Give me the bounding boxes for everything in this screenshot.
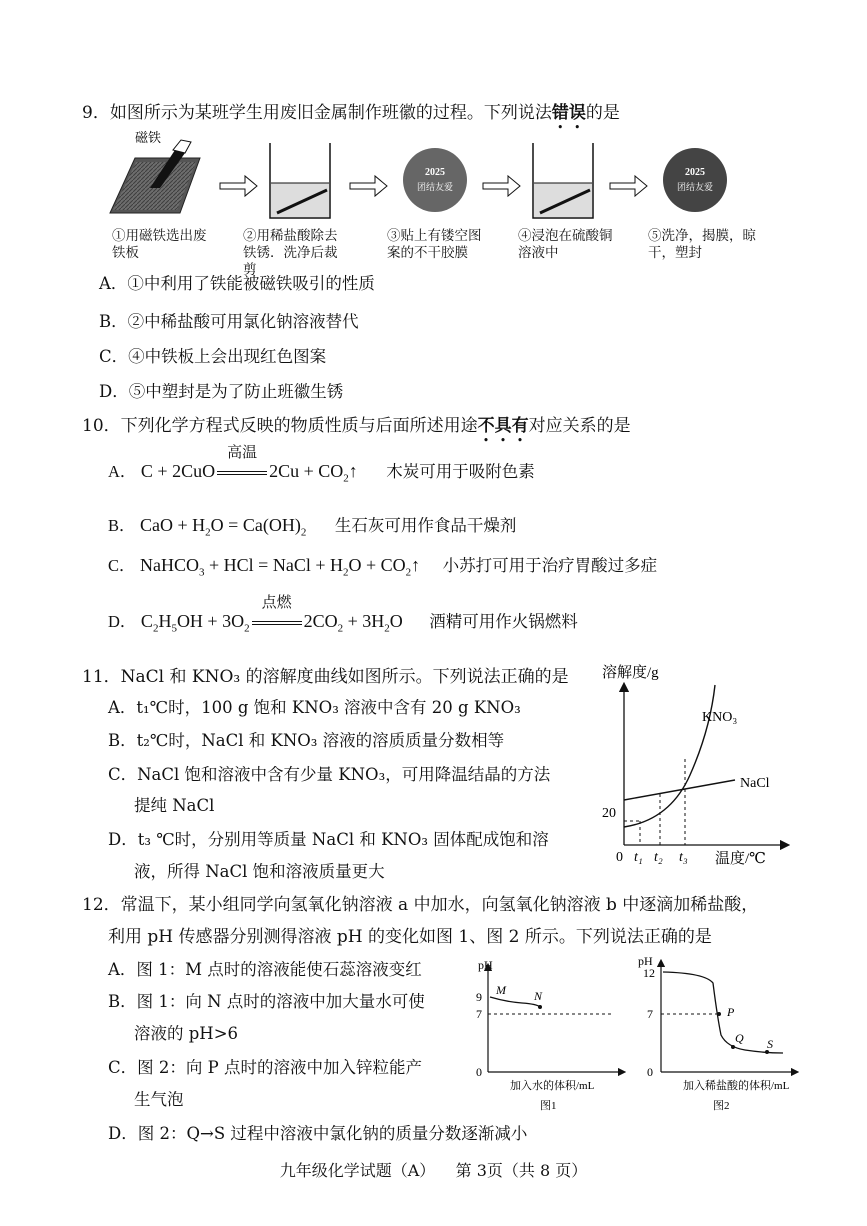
q11-option-d: D．t₃ ℃时，分别用等质量 NaCl 和 KNO₃ 固体配成饱和溶 (108, 830, 549, 849)
q10-option-c: C． NaHCO$_3$ + HCl = NaCl + $H_2O$ + $CO_2↑$ 小苏打可用于治疗胃酸过多症 (108, 555, 658, 579)
q10-d-eq-part1: C (140, 611, 153, 631)
fig2-y-label: pH (638, 955, 653, 968)
q9-option-c: C．④中铁板上会出现红色图案 (99, 347, 327, 366)
q10-c-label: C． (108, 556, 136, 575)
fig2-x-label: 加入稀盐酸的体积/mL (683, 1080, 790, 1092)
nacl-curve (624, 780, 735, 800)
nacl-label: NaCl (740, 776, 770, 791)
q9-stem-end: 的是 (585, 103, 620, 123)
q9-option-d: D．⑤中塑封是为了防止班徽生锈 (99, 382, 344, 401)
fig1-y-0: 0 (476, 1065, 482, 1079)
q10-b-use: 生石灰可用作食品干燥剂 (334, 516, 517, 535)
badge-year: 2025 (685, 167, 705, 178)
page-footer: 九年级化学试题（A） 第 3页（共 8 页） (279, 1161, 588, 1180)
beaker-hcl (270, 143, 330, 218)
kno3-label: KNO₃ (702, 710, 738, 725)
fig2-y-7: 7 (647, 1007, 653, 1021)
fig2-caption: 图2 (713, 1100, 730, 1112)
badge-motto: 团结友爱 (676, 182, 714, 192)
arrow-icon (610, 176, 647, 196)
q10-b-label: B． (108, 516, 136, 535)
fig2-s-label: S (767, 1037, 773, 1051)
q12-option-a: A．图 1：M 点时的溶液能使石蕊溶液变红 (108, 960, 422, 979)
q10-d-condition (250, 595, 304, 632)
q10-c-eq-part2: + HCl = NaCl + H (204, 555, 343, 575)
magnet-plate-image (110, 130, 200, 213)
q9-emphasis: 错误 (551, 103, 586, 123)
ph-figure-1 (462, 955, 642, 1115)
magnet-label: 磁铁 (135, 130, 162, 145)
q11-option-c: C．NaCl 饱和溶液中含有少量 KNO₃，可用降温结晶的方法 (108, 765, 551, 784)
beaker-cuso4 (533, 143, 593, 218)
q9-option-a: A．①中利用了铁能被磁铁吸引的性质 (99, 274, 375, 293)
step-3-caption: ③贴上有镂空图案的不干胶膜 (387, 228, 482, 261)
q11-option-b: B．t₂℃时，NaCl 和 KNO₃ 溶液的溶质质量分数相等 (108, 731, 505, 750)
fig2-p-label: P (727, 1005, 735, 1019)
solubility-y-label: 溶解度/g (602, 665, 659, 681)
fig1-x-label: 加入水的体积/mL (510, 1080, 595, 1092)
q10-d-use: 酒精可用作火锅燃料 (429, 612, 578, 631)
q11-stem: 11．NaCl 和 KNO₃ 的溶解度曲线如图所示。下列说法正确的是 (82, 667, 569, 687)
fig1-m-label: M (496, 983, 506, 997)
q12-option-b-cont: 溶液的 pH>6 (134, 1024, 239, 1043)
q12-option-b: B．图 1：向 N 点时的溶液中加大量水可使 (108, 992, 425, 1011)
y-tick-20: 20 (602, 806, 616, 821)
q10-a-use: 木炭可用于吸附色素 (386, 462, 535, 481)
fig2-y-0: 0 (647, 1065, 653, 1079)
fig1-y-9: 9 (476, 990, 482, 1004)
q10-b-eq-part1: CaO + H (140, 515, 206, 535)
t2-label: t₂ (654, 850, 663, 865)
arrow-icon (483, 176, 520, 196)
q11-option-a: A．t₁℃时，100 g 饱和 KNO₃ 溶液中含有 20 g KNO₃ (108, 698, 521, 717)
q10-stem-end: 对应关系的是 (528, 416, 631, 436)
q12-stem-line2: 利用 pH 传感器分别测得溶液 pH 的变化如图 1、图 2 所示。下列说法正确的是 (108, 927, 712, 947)
fig2-q-label: Q (735, 1031, 744, 1045)
step-5-caption: ⑤洗净，揭膜，晾干，塑封 (648, 228, 756, 261)
fig1-curve (490, 997, 540, 1007)
badge-final (663, 148, 727, 212)
fig1-caption: 图1 (540, 1100, 557, 1112)
q10-d-eq-part2: H (158, 611, 172, 631)
q10-b-eq-part3: (OH) (262, 515, 301, 535)
q10-stem-text: 10．下列化学方程式反映的物质性质与后面所述用途 (82, 416, 478, 436)
fig1-y-label: pH (478, 958, 493, 972)
q10-option-a: A． C + 2CuO 高温 $2Cu + CO_2↑$ 木炭可用于吸附色素 (108, 458, 535, 485)
fig1-n-label: N (534, 989, 543, 1003)
q10-option-d: D． $C_2H_5OH + 3O_2$ 点燃 $2CO_2 + 3H_2O$ 酒精可用作火锅燃料 (108, 608, 578, 635)
badge-film (403, 148, 467, 212)
q10-d-eq-part6: O (389, 611, 403, 631)
ph-figure-2 (635, 955, 815, 1115)
q9-process-figure (105, 128, 755, 228)
q12-option-c: C．图 2：向 P 点时的溶液中加入锌粒能产 (108, 1058, 422, 1077)
kno3-curve (624, 685, 715, 827)
q10-a-gas-arrow: ↑ (348, 461, 358, 481)
solubility-graph (590, 655, 800, 870)
q12-option-c-cont: 生气泡 (134, 1090, 184, 1109)
t3-label: t₃ (679, 850, 688, 865)
q10-c-gas-arrow: ↑ (411, 555, 421, 575)
q9-option-b: B．②中稀盐酸可用氯化钠溶液替代 (99, 312, 359, 331)
q10-d-eq-part4: 2CO (303, 611, 338, 631)
q12-option-d: D．图 2：Q→S 过程中溶液中氯化钠的质量分数逐渐减小 (108, 1124, 528, 1143)
q10-a-reactants: C + 2CuO (140, 461, 216, 481)
q10-a-condition (215, 445, 269, 482)
step-4-caption: ④浸泡在硫酸铜溶液中 (518, 228, 613, 261)
badge-year: 2025 (425, 167, 445, 178)
t1-label: t₁ (634, 850, 643, 865)
fig1-point-n (538, 1005, 542, 1009)
step-2-caption: ②用稀盐酸除去铁锈．洗净后裁剪 (243, 228, 338, 278)
fig2-curve (663, 972, 783, 1053)
q12-stem-line1: 12．常温下，某小组同学向氢氧化钠溶液 a 中加水，向氢氧化钠溶液 b 中逐滴加稀盐酸， (82, 895, 759, 915)
q10-c-use: 小苏打可用于治疗胃酸过多症 (442, 556, 658, 575)
fig1-y-7: 7 (476, 1007, 482, 1021)
arrow-icon (350, 176, 387, 196)
q10-a-condition-text: 高温 (227, 445, 258, 461)
fig2-point-p (717, 1012, 721, 1016)
q10-c-eq-part1: NaHCO (140, 555, 200, 575)
q10-a-label: A． (108, 462, 137, 481)
origin-label: 0 (616, 850, 623, 865)
solubility-x-label: 温度/℃ (715, 851, 766, 867)
q10-a-products: 2Cu + CO (269, 461, 344, 481)
q11-option-c-cont: 提纯 NaCl (134, 796, 215, 815)
step-1-caption: ①用磁铁选出废铁板 (112, 228, 207, 261)
q10-option-b: B． CaO + $H_2O = Ca(OH)_2$ 生石灰可用作食品干燥剂 (108, 515, 517, 539)
q10-d-condition-text: 点燃 (261, 595, 292, 611)
q10-emphasis: 不具有 (477, 416, 529, 436)
q9-stem-text: 9．如图所示为某班学生用废旧金属制作班徽的过程。下列说法 (82, 103, 552, 123)
q10-d-label: D． (108, 612, 137, 631)
fig2-point-q (731, 1045, 735, 1049)
q10-b-eq-part2: O = Ca (210, 515, 263, 535)
fig2-y-12: 12 (643, 966, 655, 980)
q10-stem (82, 411, 631, 446)
q11-option-d-cont: 液，所得 NaCl 饱和溶液质量更大 (134, 862, 385, 881)
q10-d-eq-part5: + 3H (343, 611, 385, 631)
badge-motto: 团结友爱 (416, 182, 454, 192)
arrow-icon (220, 176, 257, 196)
q10-c-eq-part3: O + CO (348, 555, 406, 575)
q10-d-eq-part3: OH + 3O (176, 611, 245, 631)
